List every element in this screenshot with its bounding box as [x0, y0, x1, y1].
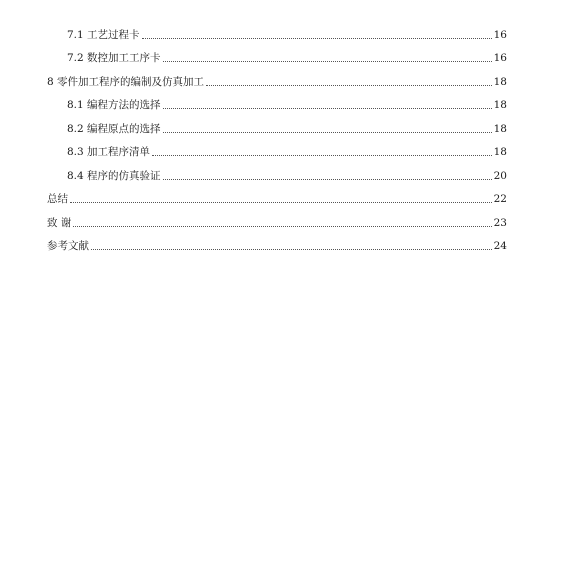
- toc-entry-title: 8.2 编程原点的选择: [67, 122, 161, 135]
- toc-dot-leader: [163, 107, 492, 109]
- toc-entry-title: 8 零件加工程序的编制及仿真加工: [47, 75, 205, 88]
- toc-entry-8-1[interactable]: [47, 88, 507, 112]
- toc-entry-7-1[interactable]: [47, 17, 507, 41]
- toc-dot-leader: [163, 131, 492, 133]
- toc-entry-acknowledgements[interactable]: [47, 205, 507, 229]
- toc-entry-title: 8.4 程序的仿真验证: [67, 169, 161, 182]
- toc-entry-page-number: 16: [493, 28, 507, 41]
- toc-entry-title: 总结: [47, 193, 68, 205]
- toc-entry-page-number: 20: [493, 169, 507, 182]
- toc-dot-leader: [91, 248, 492, 250]
- toc-entry-title: 7.2 数控加工工序卡: [67, 52, 161, 64]
- toc-entry-title: 参考文献: [47, 240, 89, 252]
- toc-dot-leader: [73, 225, 491, 227]
- toc-dot-leader: [206, 84, 492, 86]
- toc-entry-page-number: 23: [493, 216, 507, 229]
- toc-entry-title: 8.1 编程方法的选择: [67, 99, 161, 111]
- toc-entry-8-3[interactable]: [47, 135, 507, 159]
- table-of-contents: [47, 17, 507, 252]
- toc-entry-8[interactable]: [47, 64, 507, 88]
- toc-entry-8-4[interactable]: [47, 158, 507, 182]
- toc-entry-title: 7.1 工艺过程卡: [67, 28, 140, 41]
- toc-dot-leader: [152, 154, 492, 156]
- toc-entry-page-number: 18: [493, 75, 507, 88]
- toc-entry-title: 致 谢: [47, 216, 72, 229]
- toc-entry-title: 8.3 加工程序清单: [67, 146, 151, 158]
- toc-dot-leader: [70, 201, 492, 203]
- toc-entry-page-number: 18: [493, 146, 507, 158]
- toc-entry-page-number: 16: [493, 52, 507, 64]
- toc-dot-leader: [142, 37, 492, 39]
- toc-entry-summary[interactable]: [47, 182, 507, 206]
- toc-dot-leader: [163, 60, 492, 62]
- toc-entry-page-number: 18: [493, 122, 507, 135]
- toc-entry-8-2[interactable]: [47, 111, 507, 135]
- toc-entry-page-number: 18: [493, 99, 507, 111]
- toc-entry-page-number: 24: [493, 240, 507, 252]
- toc-entry-7-2[interactable]: [47, 41, 507, 65]
- toc-dot-leader: [163, 178, 492, 180]
- toc-entry-references[interactable]: [47, 229, 507, 253]
- toc-entry-page-number: 22: [493, 193, 507, 205]
